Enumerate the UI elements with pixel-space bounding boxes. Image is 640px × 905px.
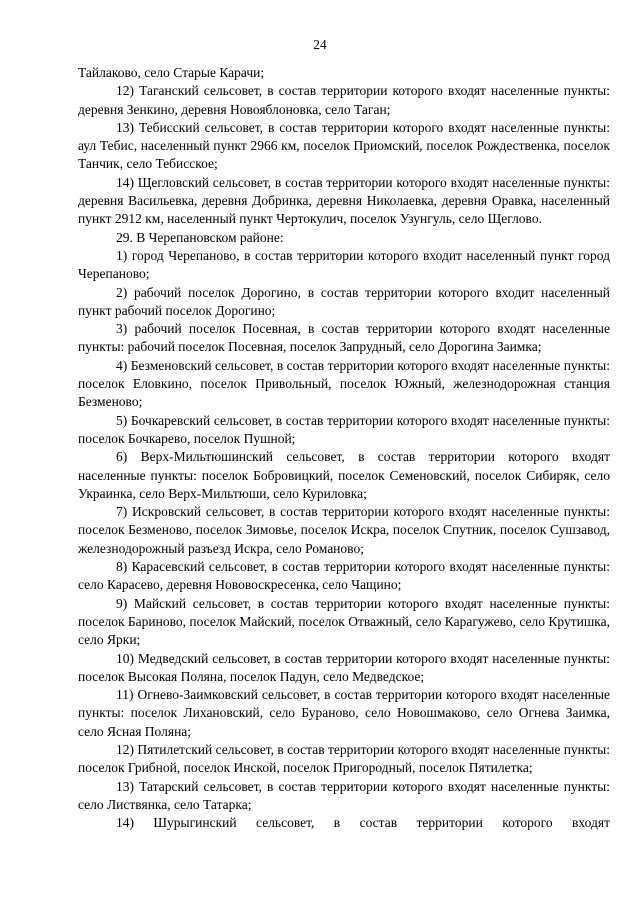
paragraph: 3) рабочий поселок Посевная, в состав территории которого входят населенные пункты: рабочий поселок Посевная, поселок Запрудный, село Дорогина Заимка;	[78, 321, 610, 355]
paragraph: 4) Безменовский сельсовет, в состав территории которого входят населенные пункты: поселок Еловкино, поселок Привольный, поселок Южный, железнодорожная станция Безменово;	[78, 357, 610, 410]
paragraph: 12) Таганский сельсовет, в состав территории которого входят населенные пункты: деревня Зенкино, деревня Новояблоновка, село Таган;	[78, 83, 610, 117]
paragraph: 11) Огнево-Заимковский сельсовет, в состав территории которого входят населенные пункты: поселок Лихановский, село Бураново, село Новошмаково, село Огнева Заимка, село Ясная Поляна;	[78, 687, 610, 739]
paragraph: 5) Бочкаревский сельсовет, в состав территории которого входят населенные пункты: поселок Бочкарево, поселок Пушной;	[78, 412, 610, 446]
paragraph: 10) Медведский сельсовет, в состав территории которого входят населенные пункты: поселок Высокая Поляна, поселок Падун, село Медведское;	[78, 650, 610, 684]
paragraph: 13) Тебисский сельсовет, в состав территории которого входят населенные пункты: аул Тебис, населенный пункт 2966 км, поселок Приомский, поселок Рождественка, поселок Танчик, село Тебисское;	[78, 119, 610, 172]
paragraph: 8) Карасевский сельсовет, в состав территории которого входят населенные пункты: село Карасево, деревня Нововоскресенка, село Чащино;	[78, 559, 610, 593]
paragraph: 13) Татарский сельсовет, в состав территории которого входят населенные пункты: село Листвянка, село Татарка;	[78, 778, 610, 812]
paragraph: 14) Шурыгинский сельсовет, в состав территории которого входят	[116, 815, 610, 831]
paragraph: 12) Пятилетский сельсовет, в состав территории которого входят населенные пункты: поселок Грибной, поселок Инской, поселок Пригородный, поселок Пятилетка;	[78, 741, 610, 776]
paragraph: 1) город Черепаново, в состав территории которого входит населенный пункт город Черепаново;	[78, 247, 610, 282]
page-number: 24	[313, 37, 327, 52]
paragraph: 6) Верх-Мильтюшинский сельсовет, в состав территории которого входят населенные пункты: поселок Бобровицкий, поселок Семеновский, поселок Сибиряк, село Украинка, село Верх-Мильтюши, село Куриловка;	[78, 449, 610, 501]
paragraph: 14) Щегловский сельсовет, в состав территории которого входят населенные пункты: деревня Васильевка, деревня Добринка, деревня Николаевка, деревня Оравка, населенный пункт 2912 км, населенный пункт Чертокулич, поселок Узунгуль, село Щеглово.	[78, 174, 610, 227]
paragraph: 7) Искровский сельсовет, в состав территории которого входят населенные пункты: поселок Безменово, поселок Зимовье, поселок Искра, поселок Спутник, поселок Сушзавод, железнодорожный разъезд Искра, село Романово;	[78, 504, 610, 556]
paragraph: 9) Майский сельсовет, в состав территории которого входят населенные пункты: поселок Бариново, поселок Майский, поселок Отважный, село Карагужево, село Крутишка, село Ярки;	[78, 595, 610, 648]
section-heading: 29. В Черепановском районе:	[116, 229, 284, 245]
paragraph: 2) рабочий поселок Дорогино, в состав территории которого входит населенный пункт рабочий поселок Дорогино;	[78, 284, 610, 318]
document-body	[78, 64, 610, 832]
paragraph: Тайлаково, село Старые Карачи;	[78, 65, 265, 80]
